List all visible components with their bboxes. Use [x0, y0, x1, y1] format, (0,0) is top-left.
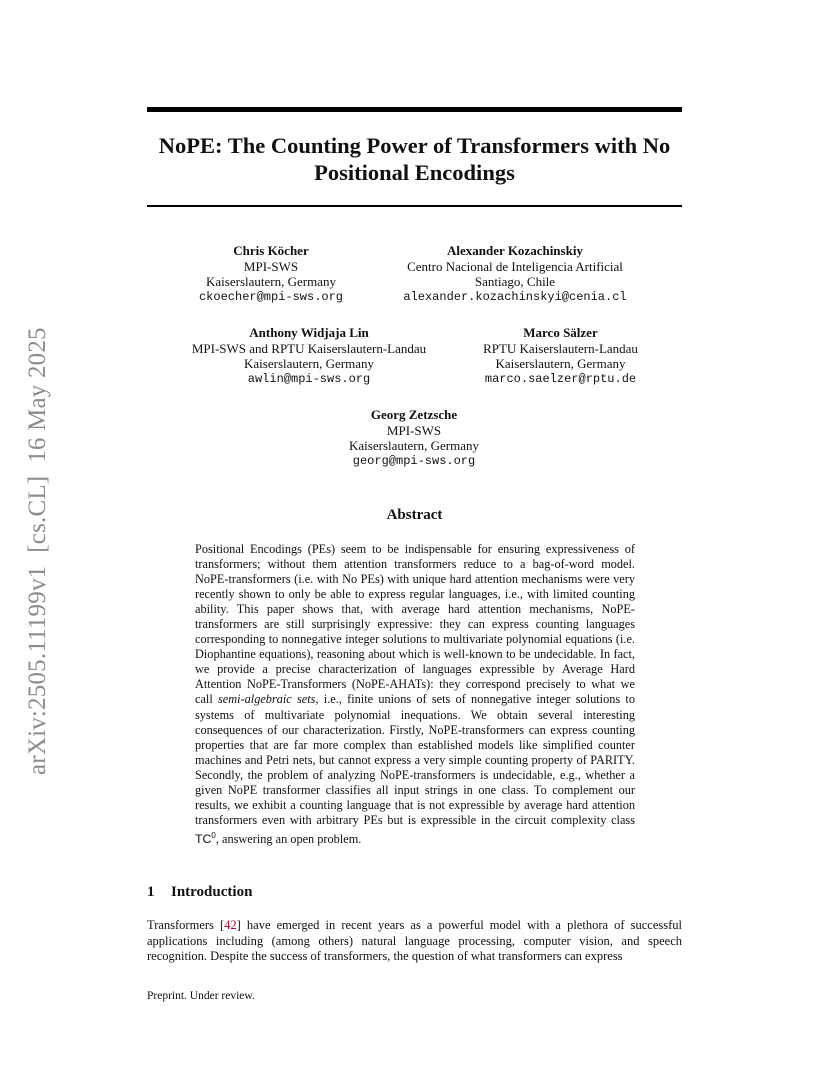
author-block: [181, 243, 361, 305]
abstract-heading: Abstract: [386, 507, 443, 523]
author-location: Kaiserslautern, Germany: [244, 356, 374, 371]
author-affiliation: MPI-SWS: [243, 258, 299, 274]
citation-link[interactable]: 42: [224, 918, 237, 932]
author-name: Alexander Kozachinskiy: [447, 243, 583, 258]
author-block: [390, 243, 640, 305]
intro-text: Transformers [: [147, 918, 225, 932]
author-name: Marco Sälzer: [523, 325, 598, 340]
author-affiliation: MPI-SWS and RPTU Kaiserslautern-Landau: [191, 340, 427, 356]
author-email[interactable]: ckoecher@mpi-sws.org: [198, 289, 344, 304]
abstract-text: Positional Encodings (PEs) seem to be indispensable for ensuring expressiveness of transformers; without them attention transformers reduce to a bag-of-word model. NoPE-transformers (i.e. with No PEs) with unique hard attention mechanisms were very recently shown to only be able to express regular languages, i.e., with limited counting ability. This paper shows that, with average hard attention mechanisms, NoPE-transformers are still surprisingly expressive: they can express counting languages corresponding to nonnegative integer solutions to multivariate polynomial equations (i.e. Diophantine equations), reasoning about which is well-known to be undecidable. In fact, we provide a precise characterization of languages expressible by Average Hard Attention NoPE-Transformers (NoPE-AHATs): they correspond precisely to what we call: [195, 542, 635, 707]
top-rule: [147, 107, 682, 112]
author-location: Santiago, Chile: [474, 274, 556, 289]
abstract-text: , i.e., finite unions of sets of nonnegative integer solutions to systems of multivariate polynomial inequations. We obtain several interesting consequences of our characterization. Firstly, NoPE-transformers can express counting properties that are far more complex than established models like simplified counter machines and Petri nets, but cannot express a very simple counting property of PARITY. Secondly, the problem of analyzing NoPE-transformers is undecidable, e.g., whether a given NoPE transformer classifies all input strings in one class. To complement our results, we exhibit a counting language that is not expressible by average hard attention transformers even with arbitrary PEs but is expressible in the circuit complexity class: [195, 692, 635, 827]
intro-text: ] have emerged in recent years as a powerful model with a plethora of successful applications including (among others) natural language processing, computer vision, and speech recognition. Despite the success of transformers, the question of what transformers can express: [147, 918, 682, 964]
author-email[interactable]: georg@mpi-sws.org: [352, 453, 476, 468]
arxiv-identifier[interactable]: arXiv:2505.11199v1 [cs.CL] 16 May 2025: [24, 327, 51, 775]
author-location: Kaiserslautern, Germany: [206, 274, 336, 289]
author-email[interactable]: awlin@mpi-sws.org: [247, 371, 371, 386]
author-block: [179, 325, 439, 387]
section-number: 1: [147, 884, 155, 900]
abstract-text: , answering an open problem.: [215, 831, 362, 846]
author-affiliation: MPI-SWS: [386, 422, 442, 438]
intro-paragraph: [147, 918, 682, 965]
author-location: Kaiserslautern, Germany: [495, 356, 626, 371]
complexity-class-name: TC: [195, 831, 212, 846]
footer-note: Preprint. Under review.: [147, 990, 255, 1002]
title-rule: [147, 205, 682, 207]
author-name: Georg Zetzsche: [370, 407, 458, 422]
author-email[interactable]: alexander.kozachinskyi@cenia.cl: [403, 289, 627, 304]
author-location: Kaiserslautern, Germany: [349, 438, 479, 453]
author-name: Anthony Widjaja Lin: [249, 325, 369, 340]
complexity-class: [195, 832, 216, 846]
author-affiliation: Centro Nacional de Inteligencia Artificial: [407, 258, 623, 274]
author-block: [324, 407, 504, 469]
abstract-emphasis: semi-algebraic sets: [218, 692, 316, 707]
section-title: Introduction: [171, 884, 253, 900]
paper-title: NoPE: The Counting Power of Transformers with No Positional Encodings: [158, 133, 671, 185]
author-block: [468, 325, 653, 387]
author-affiliation: RPTU Kaiserslautern-Landau: [483, 340, 638, 356]
abstract-body: [195, 542, 635, 847]
author-email[interactable]: marco.saelzer@rptu.de: [484, 371, 637, 386]
author-name: Chris Köcher: [233, 243, 309, 258]
complexity-class-superscript: 0: [211, 830, 216, 840]
section-heading: [147, 884, 252, 901]
